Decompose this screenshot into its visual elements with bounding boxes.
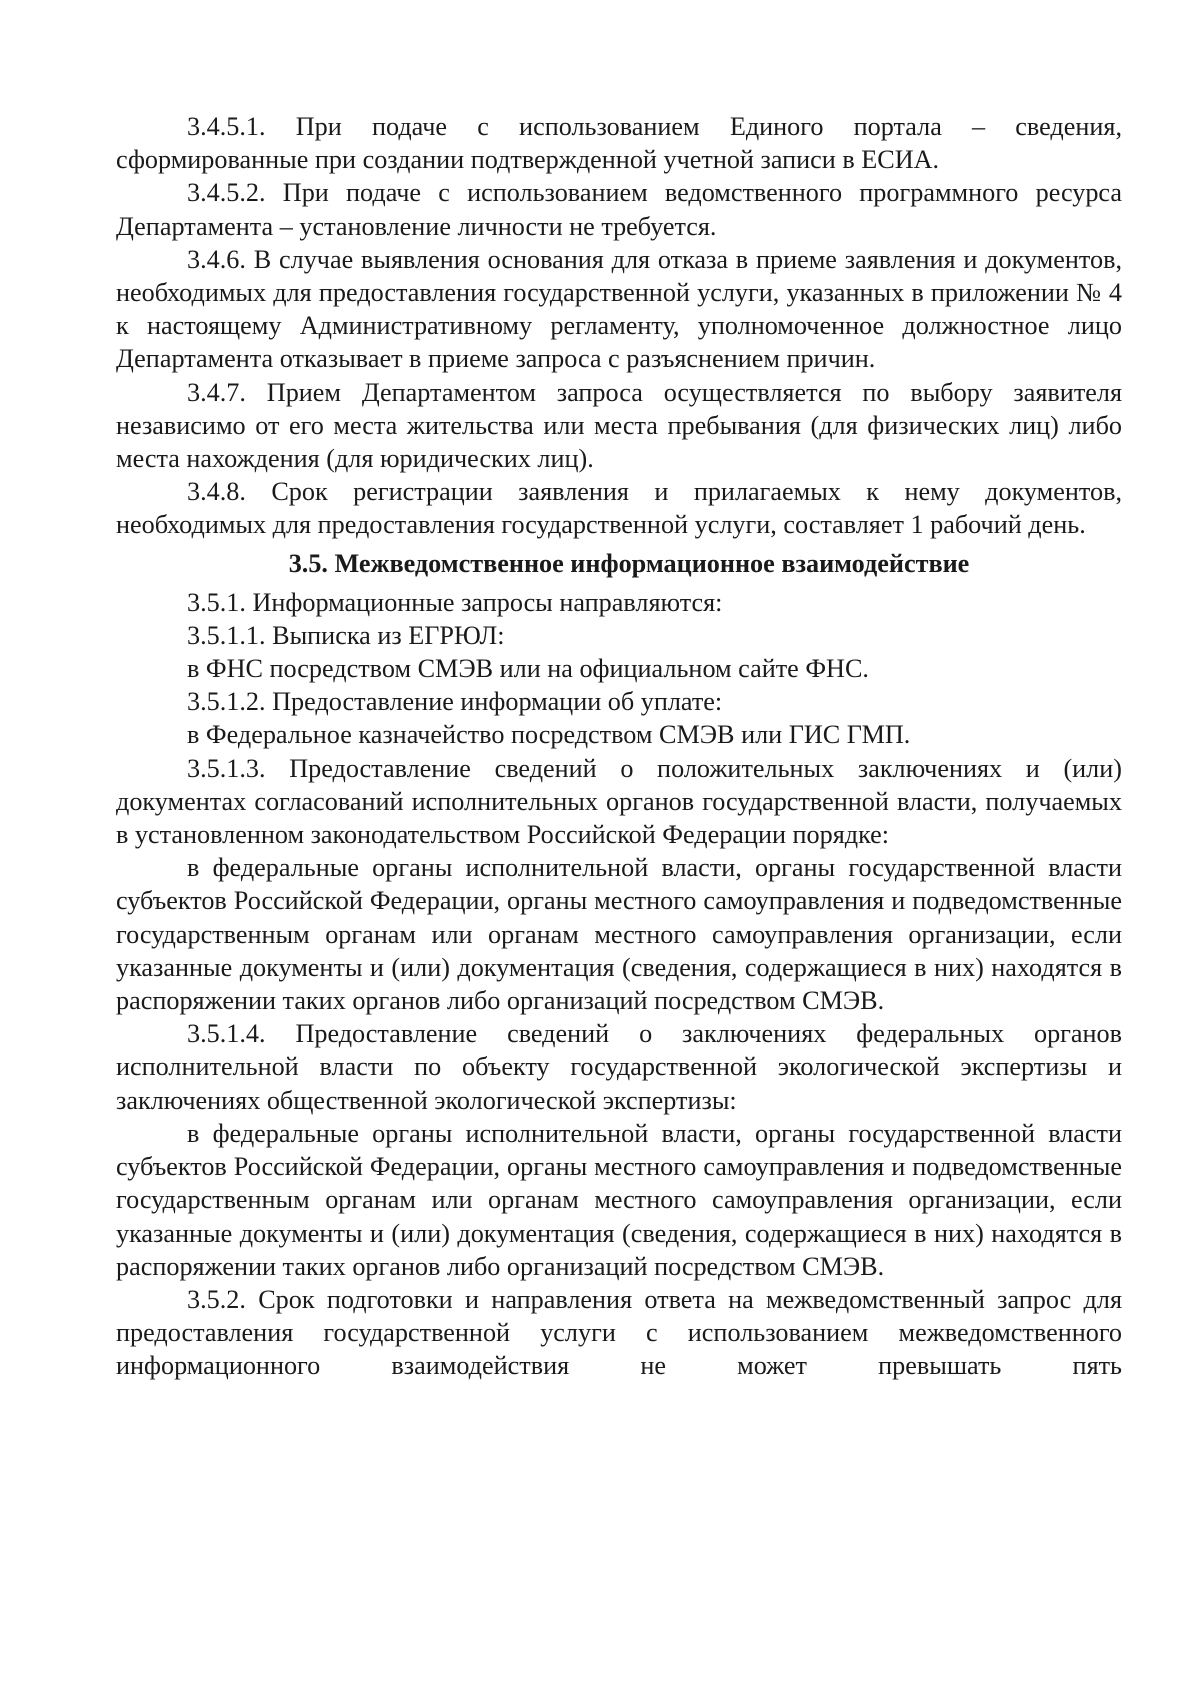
paragraph-treasury: в Федеральное казначейство посредством СМЭВ или ГИС ГМП.	[187, 720, 911, 750]
paragraph-3-4-5-2: 3.4.5.2. При подаче с использованием ведомственного программного ресурса Департамента – установление личности не требуется.	[116, 178, 1122, 241]
paragraph-3-5-1-3: 3.5.1.3. Предоставление сведений о положительных заключениях и (или) документах согласований исполнительных органов государственной власти, получаемых в установленном законодательством Российской Федерации порядке:	[116, 753, 1122, 850]
paragraph-federal-bodies-1: в федеральные органы исполнительной власти, органы государственной власти субъектов Российской Федерации, органы местного самоуправления и подведомственные государственным органам или органам местного самоуправления организации, если указанные документы и (или) документация (сведения, содержащиеся в них) находятся в распоряжении таких органов либо организаций посредством СМЭВ.	[116, 853, 1122, 1016]
paragraph-3-5-1: 3.5.1. Информационные запросы направляются:	[187, 587, 723, 617]
paragraph-3-4-8: 3.4.8. Срок регистрации заявления и прилагаемых к нему документов, необходимых для предоставления государственной услуги, составляет 1 рабочий день.	[116, 477, 1122, 540]
paragraph-3-5-1-1: 3.5.1.1. Выписка из ЕГРЮЛ:	[187, 620, 505, 650]
paragraph-3-4-6: 3.4.6. В случае выявления основания для отказа в приеме заявления и документов, необходимых для предоставления государственной услуги, указанных в приложении № 4 к настоящему Административному регламенту, уполномоченное должностное лицо Департамента отказывает в приеме запроса с разъяснением причин.	[116, 244, 1122, 374]
paragraph-3-4-5-1: 3.4.5.1. При подаче с использованием Единого портала – сведения, сформированные при создании подтвержденной учетной записи в ЕСИА.	[116, 112, 1122, 175]
paragraph-federal-bodies-2: в федеральные органы исполнительной власти, органы государственной власти субъектов Российской Федерации, органы местного самоуправления и подведомственные государственным органам или органам местного самоуправления организации, если указанные документы и (или) документация (сведения, содержащиеся в них) находятся в распоряжении таких органов либо организаций посредством СМЭВ.	[116, 1118, 1122, 1281]
paragraph-3-5-1-4: 3.5.1.4. Предоставление сведений о заключениях федеральных органов исполнительной власти по объекту государственной экологической экспертизы и заключениях общественной экологической экспертизы:	[116, 1019, 1122, 1115]
document-body	[116, 110, 1122, 1383]
paragraph-3-5-1-2: 3.5.1.2. Предоставление информации об уплате:	[187, 687, 723, 717]
paragraph-fns: в ФНС посредством СМЭВ или на официальном сайте ФНС.	[187, 654, 869, 684]
paragraph-3-5-2: 3.5.2. Срок подготовки и направления ответа на межведомственный запрос для предоставления государственной услуги с использованием межведомственного информационного взаимодействия не может превышать пять	[116, 1284, 1122, 1381]
section-heading: 3.5. Межведомственное информационное взаимодействие	[288, 548, 970, 578]
paragraph-3-4-7: 3.4.7. Прием Департаментом запроса осуществляется по выбору заявителя независимо от его места жительства или места пребывания (для физических лиц) либо места нахождения (для юридических лиц).	[116, 377, 1122, 474]
